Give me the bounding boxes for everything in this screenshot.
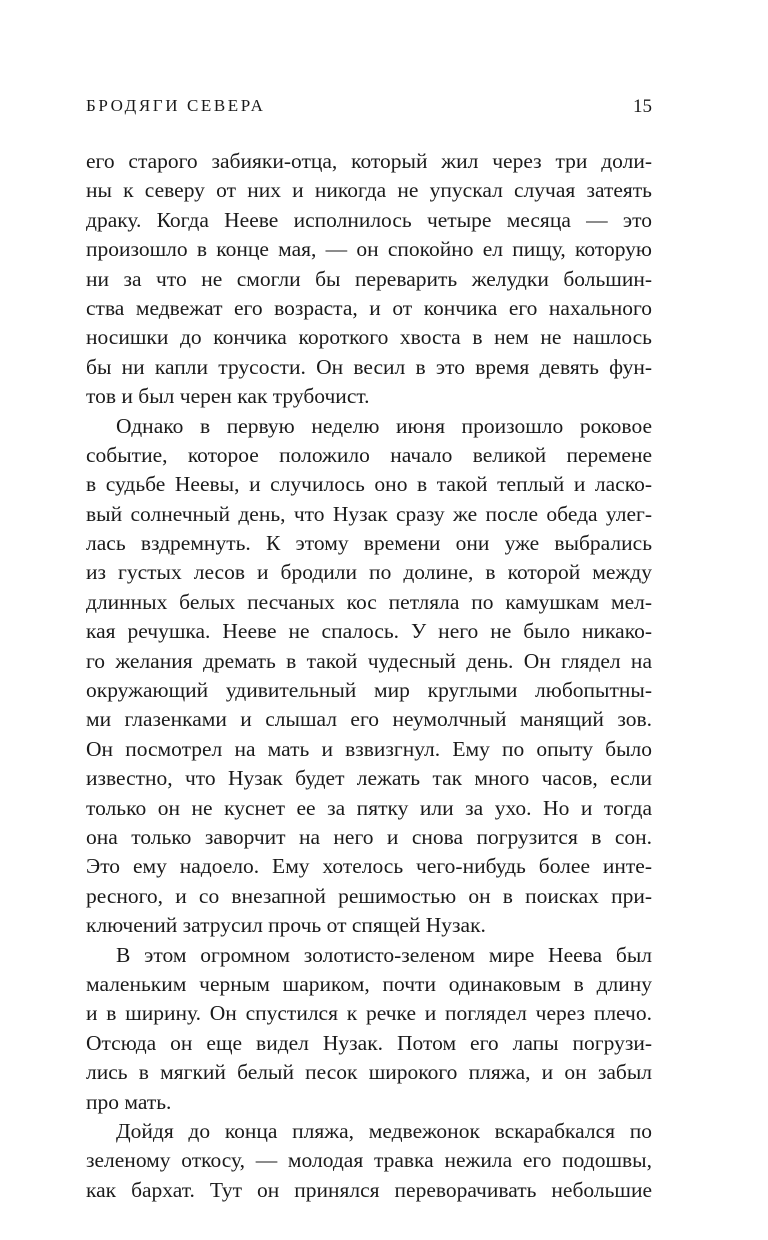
- text-line: ны к северу от них и никогда не упускал случая затеять: [86, 178, 652, 203]
- text-line: его старого забияки-отца, который жил через три доли-: [86, 149, 652, 173]
- text-line: окружающий удивительный мир круглыми любопытны-: [86, 678, 652, 703]
- text-line: ключений затрусил прочь от спящей Нузак.: [86, 913, 486, 938]
- text-line: она только заворчит на него и снова погрузится в сон.: [86, 824, 652, 849]
- text-line: Это ему надоело. Ему хотелось чего-нибудь более инте-: [86, 854, 652, 879]
- text-line: зеленому откосу, — молодая травка нежила его подошвы,: [86, 1148, 652, 1173]
- text-line: носишки до кончика короткого хвоста в нем не нашлось: [86, 325, 652, 350]
- text-line: про мать.: [86, 1089, 172, 1114]
- text-line: драку. Когда Нееве исполнилось четыре месяца — это: [86, 207, 652, 232]
- text-line: Он посмотрел на мать и взвизгнул. Ему по опыту было: [86, 736, 652, 761]
- text-line: ства медвежат его возраста, и от кончика его нахального: [86, 295, 652, 320]
- text-line: Отсюда он еще видел Нузак. Потом его лапы погрузи-: [86, 1030, 652, 1055]
- text-line: как бархат. Тут он принялся переворачивать небольшие: [86, 1177, 652, 1202]
- page-number: 15: [633, 96, 652, 117]
- text-line: В этом огромном золотисто-зеленом мире Неева был: [116, 942, 652, 967]
- text-line: лись в мягкий белый песок широкого пляжа, и он забыл: [86, 1060, 652, 1085]
- text-line: лась вздремнуть. К этому времени они уже выбрались: [86, 531, 652, 556]
- text-line: ни за что не смогли бы переварить желудки большин-: [86, 266, 652, 291]
- page-header: [86, 96, 652, 120]
- text-line: ресного, и со внезапной решимостью он в поисках при-: [86, 883, 652, 908]
- text-line: Однако в первую неделю июня произошло роковое: [116, 413, 652, 438]
- body-text: [86, 147, 652, 1205]
- running-title: БРОДЯГИ СЕВЕРА: [86, 96, 266, 115]
- text-line: известно, что Нузак будет лежать так много часов, если: [86, 766, 652, 791]
- text-line: только он не куснет ее за пятку или за ухо. Но и тогда: [86, 795, 652, 820]
- text-line: Дойдя до конца пляжа, медвежонок вскарабкался по: [116, 1118, 652, 1143]
- text-line: бы ни капли трусости. Он весил в это время девять фун-: [86, 354, 652, 379]
- text-line: тов и был черен как трубочист.: [86, 384, 370, 409]
- text-line: произошло в конце мая, — он спокойно ел пищу, которую: [86, 237, 652, 262]
- text-line: из густых лесов и бродили по долине, в которой между: [86, 560, 652, 585]
- text-line: вый солнечный день, что Нузак сразу же после обеда улег-: [86, 501, 652, 526]
- text-line: в судьбе Неевы, и случилось оно в такой теплый и ласко-: [86, 472, 652, 497]
- text-line: ми глазенками и слышал его неумолчный манящий зов.: [86, 707, 652, 732]
- text-line: го желания дремать в такой чудесный день. Он глядел на: [86, 648, 652, 673]
- text-line: кая речушка. Нееве не спалось. У него не было никако-: [86, 619, 652, 644]
- text-line: длинных белых песчаных кос петляла по камушкам мел-: [86, 589, 652, 614]
- text-line: маленьким черным шариком, почти одинаковым в длину: [86, 971, 652, 996]
- text-line: и в ширину. Он спустился к речке и поглядел через плечо.: [86, 1001, 652, 1026]
- text-line: событие, которое положило начало великой перемене: [86, 442, 652, 467]
